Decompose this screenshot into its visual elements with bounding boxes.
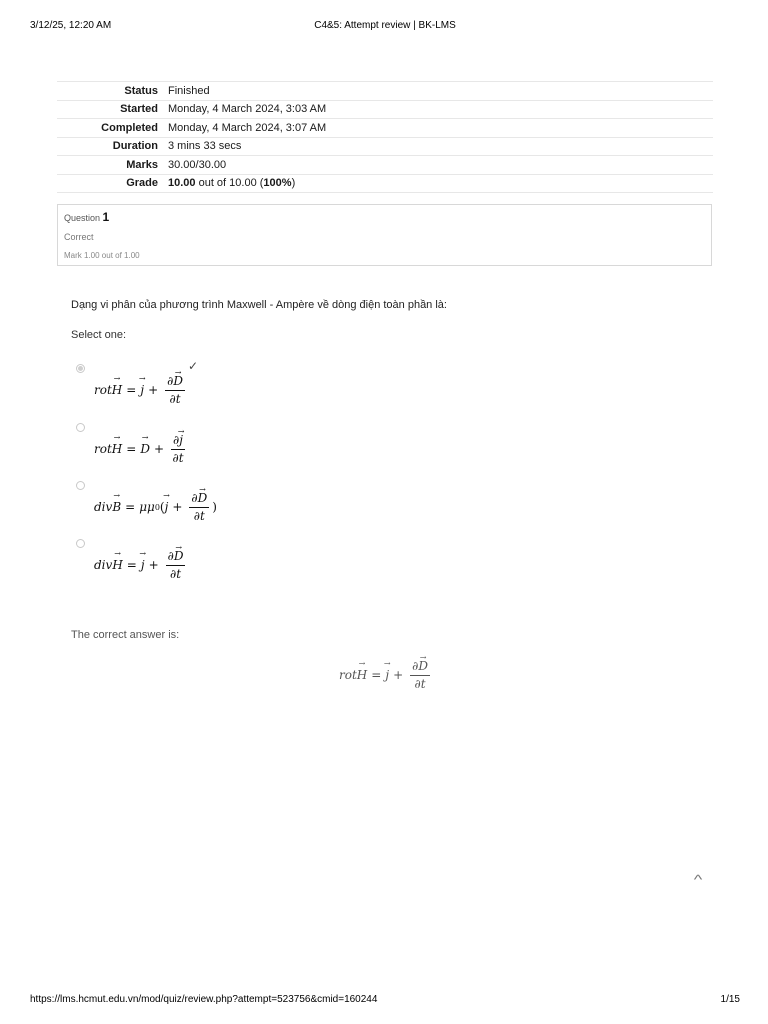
option-radio-a[interactable] <box>76 364 85 373</box>
formula-operator: div <box>94 558 113 572</box>
attempt-summary-table <box>57 81 713 193</box>
summary-label: Completed <box>101 121 158 134</box>
print-url: https://lms.hcmut.edu.vn/mod/quiz/review.php?attempt=523756&cmid=160244 <box>30 994 378 1005</box>
grade-out-of: out of 10.00 ( <box>195 177 264 190</box>
formula-coefficient-subscript: 0 <box>154 502 160 512</box>
formula-coefficient: μμ <box>139 500 155 514</box>
option-formula-c: div → B = μμ 0 ( → j + $\frac{\partial\to D}{\partial t}$ ) <box>94 485 217 529</box>
formula-fraction-numerator: → D <box>174 549 184 564</box>
option-formula-a: rot → H = → j + $\frac{\partial\to D}{\partial t}$ <box>94 368 188 412</box>
summary-row-grade <box>57 174 713 193</box>
formula-operator: rot <box>94 383 112 397</box>
chevron-up-icon[interactable]: ^ <box>693 872 703 887</box>
print-datetime: 3/12/25, 12:20 AM <box>30 20 112 31</box>
formula-term: → D <box>140 442 150 456</box>
formula-vector: → H <box>112 558 122 572</box>
summary-label: Grade <box>126 177 158 190</box>
formula-fraction-numerator: → D <box>173 374 183 389</box>
print-page-number: 1/15 <box>720 994 740 1005</box>
formula-vector: → H <box>112 383 122 397</box>
formula-term: → j <box>141 558 145 572</box>
option-formula-b: rot → H = → D + $\frac{\partial\to j}{\partial t}$ <box>94 427 188 471</box>
check-icon: ✓ <box>188 359 199 373</box>
question-grade: Mark 1.00 out of 1.00 <box>64 251 140 260</box>
select-one-prompt: Select one: <box>71 329 127 341</box>
correct-answer-formula: rot → H = → j + $\frac{\partial\to D}{\partial t}$ <box>339 655 433 695</box>
formula-fraction-numerator: → D <box>198 491 208 506</box>
formula-operator: rot <box>94 442 112 456</box>
option-radio-b[interactable] <box>76 423 85 432</box>
formula-term: → j <box>140 383 144 397</box>
summary-label: Status <box>124 84 158 97</box>
summary-value: Monday, 4 March 2024, 3:07 AM <box>168 121 327 134</box>
answer-option-d[interactable] <box>76 539 376 587</box>
summary-value: Finished <box>168 84 210 97</box>
summary-row-marks <box>57 156 713 175</box>
summary-row-completed <box>57 119 713 138</box>
print-footer <box>30 994 740 1008</box>
formula-fraction-denominator: t <box>200 509 205 523</box>
answer-option-c[interactable] <box>76 481 376 529</box>
formula-fraction-numerator: → D <box>418 659 428 674</box>
summary-value <box>164 174 713 193</box>
summary-row-duration <box>57 137 713 156</box>
option-radio-c[interactable] <box>76 481 85 490</box>
summary-label: Started <box>120 103 158 116</box>
option-formula-d: div → H = → j + $\frac{\partial\to D}{\partial t}$ <box>94 543 188 587</box>
formula-fraction-denominator: t <box>420 677 426 691</box>
grade-score: 10.00 <box>168 177 196 190</box>
formula-fraction-denominator: t <box>176 567 182 581</box>
formula-fraction-denominator: t <box>175 392 181 406</box>
correct-answer-label: The correct answer is: <box>71 629 180 641</box>
summary-value: 30.00/30.00 <box>168 158 227 171</box>
summary-row-status <box>57 82 713 101</box>
formula-operator: rot <box>339 668 357 682</box>
formula-vector: → H <box>112 442 122 456</box>
print-header <box>30 20 740 34</box>
question-info-box <box>57 204 712 266</box>
summary-value: 3 mins 33 secs <box>168 140 242 153</box>
question-text: Dạng vi phân của phương trình Maxwell - Ampère về dòng điện toàn phần là: <box>71 299 447 311</box>
option-radio-d[interactable] <box>76 539 85 548</box>
formula-fraction-numerator: → j <box>179 433 183 448</box>
summary-row-started <box>57 100 713 119</box>
formula-fraction-denominator: t <box>178 451 184 465</box>
answer-option-b[interactable] <box>76 423 376 471</box>
formula-term: → j <box>165 500 169 514</box>
grade-percent: 100% <box>263 177 292 190</box>
question-number-value: 1 <box>102 210 110 224</box>
summary-value: Monday, 4 March 2024, 3:03 AM <box>168 103 327 116</box>
question-state: Correct <box>64 232 94 242</box>
answer-option-a[interactable] <box>76 359 376 412</box>
question-label: Question <box>64 213 101 223</box>
question-number <box>64 210 109 224</box>
formula-operator: div <box>94 500 113 514</box>
formula-vector: → B <box>112 500 121 514</box>
grade-close: ) <box>291 177 296 190</box>
summary-label: Duration <box>112 140 158 153</box>
print-page-title: C4&5: Attempt review | BK-LMS <box>314 20 456 31</box>
summary-label: Marks <box>126 158 158 171</box>
formula-term: → j <box>385 668 389 682</box>
formula-vector: → H <box>357 668 367 682</box>
